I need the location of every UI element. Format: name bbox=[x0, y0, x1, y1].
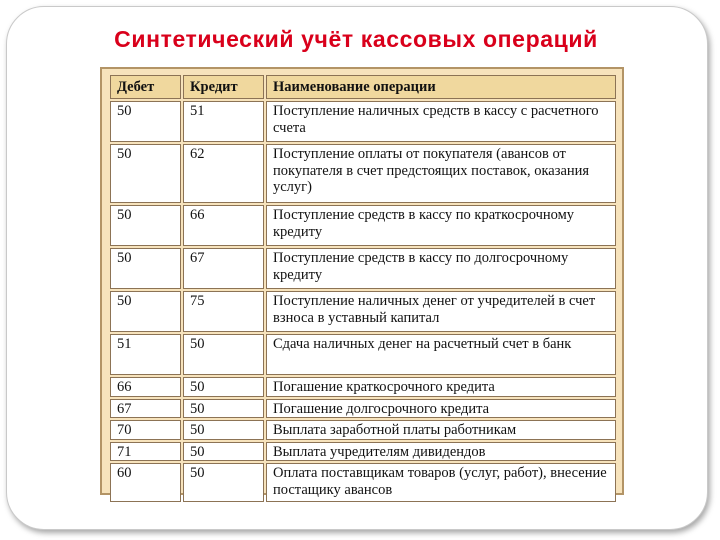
operation-cell: Поступление наличных денег от учредителей в счет взноса в уставный капитал bbox=[266, 291, 616, 332]
credit-cell: 67 bbox=[183, 248, 264, 289]
table-row bbox=[110, 420, 616, 440]
operation-cell: Выплата заработной платы работникам bbox=[266, 420, 616, 440]
debit-cell: 50 bbox=[110, 291, 181, 332]
operation-cell: Оплата поставщикам товаров (услуг, работ), внесение постащику авансов bbox=[266, 463, 616, 502]
credit-cell: 51 bbox=[183, 101, 264, 142]
table-row bbox=[110, 144, 616, 203]
operation-cell: Поступление оплаты от покупателя (авансов от покупателя в счет предстоящих поставок, оказания услуг) bbox=[266, 144, 616, 203]
debit-cell: 60 bbox=[110, 463, 181, 502]
credit-cell: 50 bbox=[183, 399, 264, 419]
debit-cell: 50 bbox=[110, 144, 181, 203]
credit-cell: 50 bbox=[183, 334, 264, 375]
credit-cell: 75 bbox=[183, 291, 264, 332]
debit-cell: 66 bbox=[110, 377, 181, 397]
credit-cell: 50 bbox=[183, 377, 264, 397]
table-row bbox=[110, 399, 616, 419]
table-row bbox=[110, 101, 616, 142]
debit-cell: 50 bbox=[110, 101, 181, 142]
table-row bbox=[110, 442, 616, 462]
credit-cell: 62 bbox=[183, 144, 264, 203]
debit-cell: 70 bbox=[110, 420, 181, 440]
debit-cell: 67 bbox=[110, 399, 181, 419]
credit-cell: 50 bbox=[183, 463, 264, 502]
header-operation-name: Наименование операции bbox=[266, 75, 616, 99]
table-header-row bbox=[110, 75, 616, 99]
debit-cell: 50 bbox=[110, 205, 181, 246]
operation-cell: Погашение долгосрочного кредита bbox=[266, 399, 616, 419]
debit-cell: 50 bbox=[110, 248, 181, 289]
operations-table-container bbox=[100, 67, 624, 498]
table-row bbox=[110, 291, 616, 332]
credit-cell: 50 bbox=[183, 442, 264, 462]
debit-cell: 51 bbox=[110, 334, 181, 375]
table-row bbox=[110, 377, 616, 397]
credit-cell: 50 bbox=[183, 420, 264, 440]
debit-cell: 71 bbox=[110, 442, 181, 462]
table-row bbox=[110, 334, 616, 375]
header-debit: Дебет bbox=[110, 75, 181, 99]
operation-cell: Выплата учредителям дивидендов bbox=[266, 442, 616, 462]
operation-cell: Погашение краткосрочного кредита bbox=[266, 377, 616, 397]
operation-cell: Поступление средств в кассу по долгосрочному кредиту bbox=[266, 248, 616, 289]
operation-cell: Поступление средств в кассу по краткосрочному кредиту bbox=[266, 205, 616, 246]
table-row bbox=[110, 463, 616, 502]
credit-cell: 66 bbox=[183, 205, 264, 246]
table-row bbox=[110, 205, 616, 246]
slide-title: Синтетический учёт кассовых операций bbox=[114, 26, 598, 52]
operations-table bbox=[108, 73, 618, 504]
operation-cell: Сдача наличных денег на расчетный счет в банк bbox=[266, 334, 616, 375]
header-credit: Кредит bbox=[183, 75, 264, 99]
table-row bbox=[110, 248, 616, 289]
operation-cell: Поступление наличных средств в кассу с расчетного счета bbox=[266, 101, 616, 142]
